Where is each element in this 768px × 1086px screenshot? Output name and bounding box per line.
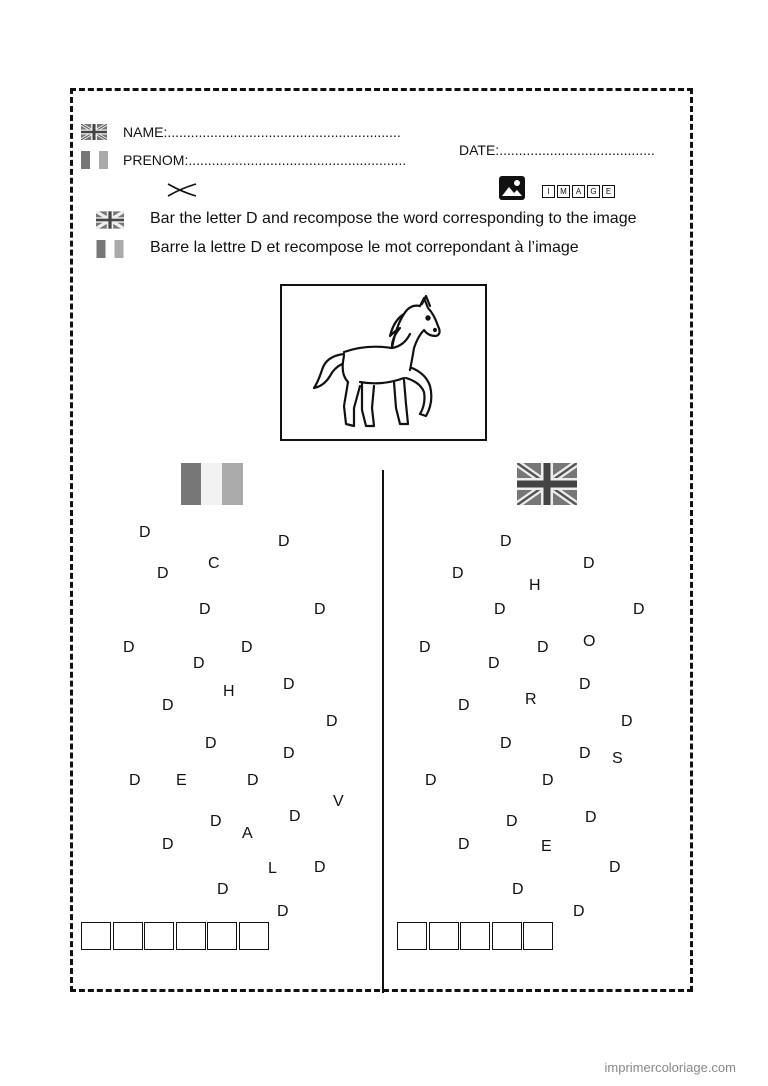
- image-cell: I: [542, 185, 555, 198]
- answer-box[interactable]: [207, 922, 237, 950]
- scatter-letter[interactable]: D: [500, 533, 512, 550]
- scatter-letter[interactable]: D: [162, 697, 174, 714]
- uk-flag-icon: [81, 124, 107, 140]
- name-field: NAME:............................................................: [123, 124, 401, 140]
- cross-out-icon: [166, 182, 198, 198]
- scatter-letter[interactable]: O: [583, 633, 596, 650]
- scatter-letter[interactable]: D: [129, 772, 141, 789]
- image-cell: E: [602, 185, 615, 198]
- scatter-letter[interactable]: D: [583, 555, 595, 572]
- picture-icon: [499, 176, 525, 200]
- scatter-letter[interactable]: D: [139, 524, 151, 541]
- answer-box[interactable]: [492, 922, 522, 950]
- scatter-letter[interactable]: D: [488, 655, 500, 672]
- scatter-letter[interactable]: R: [525, 691, 537, 708]
- scatter-letter[interactable]: D: [217, 881, 229, 898]
- image-cell: M: [557, 185, 570, 198]
- uk-flag-icon: [517, 463, 577, 505]
- scatter-letter[interactable]: D: [452, 565, 464, 582]
- scatter-letter[interactable]: D: [314, 601, 326, 618]
- scatter-letter[interactable]: D: [609, 859, 621, 876]
- answer-box[interactable]: [176, 922, 206, 950]
- scatter-letter[interactable]: D: [458, 697, 470, 714]
- scatter-letter[interactable]: D: [537, 639, 549, 656]
- answer-box[interactable]: [523, 922, 553, 950]
- answer-box[interactable]: [460, 922, 490, 950]
- scatter-letter[interactable]: D: [542, 772, 554, 789]
- french-flag-icon: [81, 151, 108, 169]
- scatter-letter[interactable]: D: [512, 881, 524, 898]
- answer-box[interactable]: [239, 922, 269, 950]
- scatter-letter[interactable]: D: [193, 655, 205, 672]
- scatter-letter[interactable]: D: [283, 745, 295, 762]
- scatter-letter[interactable]: D: [123, 639, 135, 656]
- site-footer: imprimercoloriage.com: [604, 1060, 736, 1075]
- scatter-letter[interactable]: D: [573, 903, 585, 920]
- scatter-letter[interactable]: D: [247, 772, 259, 789]
- instruction-french: Barre la lettre D et recompose le mot correpondant à l’image: [150, 239, 579, 256]
- scatter-letter[interactable]: D: [283, 676, 295, 693]
- picture-frame: [280, 284, 487, 441]
- scatter-letter[interactable]: C: [208, 555, 220, 572]
- scatter-letter[interactable]: D: [314, 859, 326, 876]
- scatter-letter[interactable]: S: [612, 750, 623, 767]
- french-flag-icon: [181, 463, 243, 505]
- date-field: DATE:........................................: [459, 142, 655, 158]
- scatter-letter[interactable]: D: [500, 735, 512, 752]
- scatter-letter[interactable]: L: [268, 860, 277, 877]
- scatter-letter[interactable]: D: [621, 713, 633, 730]
- image-cell: G: [587, 185, 600, 198]
- scatter-letter[interactable]: D: [633, 601, 645, 618]
- scatter-letter[interactable]: D: [585, 809, 597, 826]
- horse-drawing: [282, 286, 485, 439]
- column-divider: [382, 470, 384, 993]
- scatter-letter[interactable]: D: [579, 745, 591, 762]
- image-word-cells: [542, 185, 615, 198]
- scatter-letter[interactable]: D: [162, 836, 174, 853]
- uk-flag-icon: [96, 211, 124, 229]
- scatter-letter[interactable]: D: [210, 813, 222, 830]
- scatter-letter[interactable]: D: [289, 808, 301, 825]
- scatter-letter[interactable]: D: [326, 713, 338, 730]
- scatter-letter[interactable]: D: [419, 639, 431, 656]
- scatter-letter[interactable]: E: [176, 772, 187, 789]
- scatter-letter[interactable]: D: [277, 903, 289, 920]
- image-cell: A: [572, 185, 585, 198]
- scatter-letter[interactable]: D: [278, 533, 290, 550]
- scatter-letter[interactable]: A: [242, 825, 253, 842]
- answer-box[interactable]: [81, 922, 111, 950]
- scatter-letter[interactable]: V: [333, 793, 344, 810]
- scatter-letter[interactable]: D: [579, 676, 591, 693]
- answer-box[interactable]: [429, 922, 459, 950]
- scatter-letter[interactable]: D: [241, 639, 253, 656]
- instruction-english: Bar the letter D and recompose the word corresponding to the image: [150, 210, 637, 227]
- scatter-letter[interactable]: D: [157, 565, 169, 582]
- scatter-letter[interactable]: E: [541, 838, 552, 855]
- scatter-letter[interactable]: D: [199, 601, 211, 618]
- french-flag-icon: [96, 240, 124, 258]
- scatter-letter[interactable]: D: [205, 735, 217, 752]
- answer-box[interactable]: [144, 922, 174, 950]
- scatter-letter[interactable]: D: [458, 836, 470, 853]
- scatter-letter[interactable]: H: [529, 577, 541, 594]
- scatter-letter[interactable]: H: [223, 683, 235, 700]
- answer-box[interactable]: [113, 922, 143, 950]
- scatter-letter[interactable]: D: [425, 772, 437, 789]
- answer-box[interactable]: [397, 922, 427, 950]
- prenom-field: PRENOM:........................................................: [123, 152, 407, 168]
- scatter-letter[interactable]: D: [506, 813, 518, 830]
- scatter-letter[interactable]: D: [494, 601, 506, 618]
